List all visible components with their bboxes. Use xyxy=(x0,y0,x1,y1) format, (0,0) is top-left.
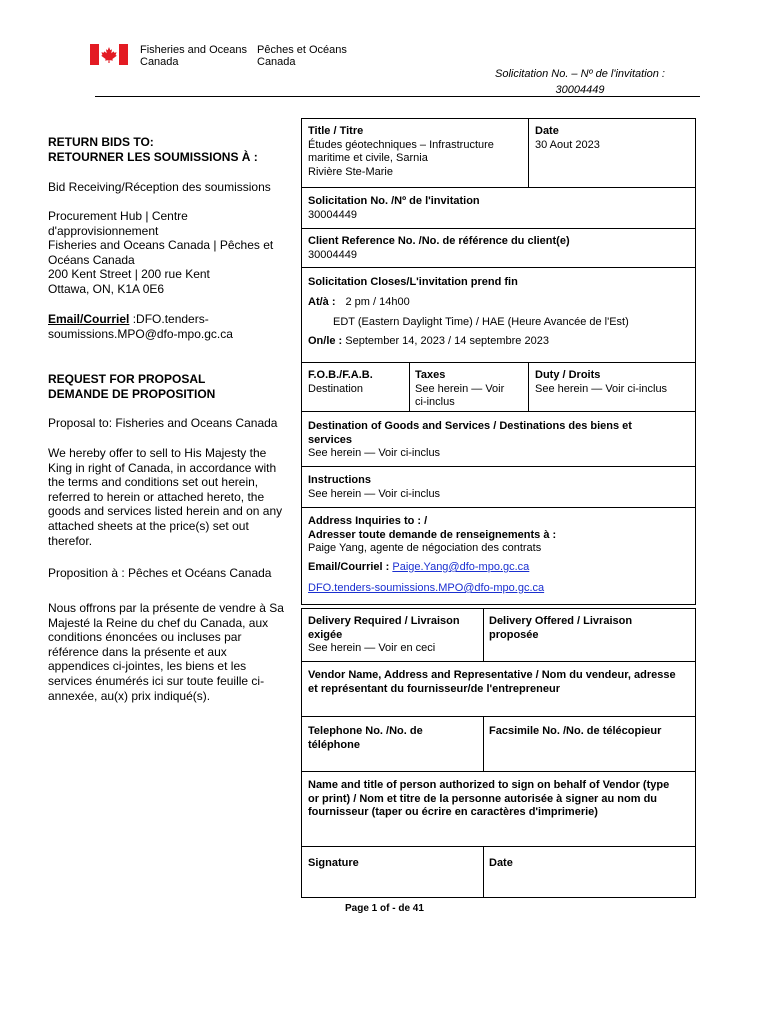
client-ref-field: Client Reference No. /No. de référence du client(e) 30004449 xyxy=(308,235,570,261)
signature-box xyxy=(301,846,696,898)
email-label: Email/Courriel xyxy=(48,312,130,326)
taxes-field: Taxes See herein — Voir ci-inclus xyxy=(415,369,505,408)
proposal-to: Proposal to: Fisheries and Oceans Canada xyxy=(48,416,278,430)
divider xyxy=(528,118,529,188)
closing-time: At/à : 2 pm / 14h00 xyxy=(308,296,410,308)
divider xyxy=(483,846,484,898)
inquiries-field: Address Inquiries to : / Adresser toute demande de renseignements à : Paige Yang, agente de négociation des contrats xyxy=(308,515,557,554)
divider xyxy=(483,716,484,772)
closing-label-text: Solicitation Closes/L'invitation prend fin xyxy=(308,276,518,288)
proposition: Proposition à : Pêches et Océans Canada xyxy=(48,566,272,580)
canada-flag-icon xyxy=(90,44,128,65)
page-number: Page 1 of - de 41 xyxy=(345,903,424,914)
rfp-heading: REQUEST FOR PROPOSAL DEMANDE DE PROPOSITION xyxy=(48,372,216,401)
department-name-en: Fisheries and Oceans Canada xyxy=(140,44,247,68)
tenders-email-link[interactable]: DFO.tenders-soumissions.MPO@dfo-mpo.gc.ca xyxy=(308,582,545,594)
divider xyxy=(483,608,484,662)
divider xyxy=(528,362,529,412)
fob-field: F.O.B./F.A.B. Destination xyxy=(308,369,373,395)
delivery-required-field: Delivery Required / Livraison exigée See herein — Voir en ceci xyxy=(308,615,460,654)
date-field: Date 30 Aout 2023 xyxy=(535,125,600,151)
delivery-offered-field[interactable]: Delivery Offered / Livraison proposée xyxy=(489,615,633,641)
vendor-field-label: Vendor Name, Address and Representative / Nom du vendeur, adresse et représentant du fournisseur/de l'entrepreneur xyxy=(308,669,676,695)
department-name-fr: Pêches et Océans Canada xyxy=(257,44,347,68)
duty-field: Duty / Droits See herein — Voir ci-inclus xyxy=(535,369,668,395)
solicitation-number-header: Solicitation No. – Nº de l'invitation : 30004449 xyxy=(495,68,665,96)
buyer-email-link[interactable]: Paige.Yang@dfo-mpo.gc.ca xyxy=(392,561,530,573)
signature-date-field[interactable]: Date xyxy=(489,857,513,869)
divider xyxy=(409,362,410,412)
destination-field: Destination of Goods and Services / Destinations des biens et services See herein — Voir ci-inclus xyxy=(308,420,632,459)
telephone-field[interactable]: Telephone No. /No. de téléphone xyxy=(308,725,423,751)
offer-text-en: We hereby offer to sell to His Majesty the King in right of Canada, in accordance with the terms and conditions set out herein, referred to herein or attached hereto, the goods and services listed herein and on any attached sheets at the price(s) set out therefor. xyxy=(48,446,283,548)
signature-field[interactable]: Signature xyxy=(308,857,359,869)
closing-timezone: EDT (Eastern Daylight Time) / HAE (Heure Avancée de l'Est) xyxy=(333,316,629,328)
authorized-person-label: Name and title of person authorized to sign on behalf of Vendor (type or print) / Nom et titre de la personne autorisée à signer au nom du fournisseur (taper ou écrire en caractères d'imprimerie) xyxy=(308,779,670,818)
solicitation-field: Solicitation No. /Nº de l'invitation 30004449 xyxy=(308,195,480,221)
offer-text-fr: Nous offrons par la présente de vendre à Sa Majesté la Reine du chef du Canada, aux conditions énoncées ou incluses par référence dans la présente et aux appendices ci-jointes, les biens et les services énumérés ici sur toute feuille ci- annexée, au(x) prix indiqué(s). xyxy=(48,601,284,703)
inquiries-email: Email/Courriel : Paige.Yang@dfo-mpo.gc.ca xyxy=(308,561,530,573)
fax-field[interactable]: Facsimile No. /No. de télécopieur xyxy=(489,725,662,737)
title-field: Title / Titre Études géotechniques – Infrastructure maritime et civile, Sarnia Rivière Ste-Marie xyxy=(308,125,494,178)
return-email-address[interactable]: soumissions.MPO@dfo-mpo.gc.ca xyxy=(48,326,233,341)
closing-date: On/le : September 14, 2023 / 14 septembre 2023 xyxy=(308,335,549,347)
return-email: Email/Courriel :DFO.tenders- soumissions.MPO@dfo-mpo.gc.ca xyxy=(48,312,298,341)
instructions-field: Instructions See herein — Voir ci-inclus xyxy=(308,474,441,500)
header-divider xyxy=(95,96,700,97)
return-address: Procurement Hub | Centre d'approvisionnement Fisheries and Oceans Canada | Pêches et Océans Canada 200 Kent Street | 200 rue Kent Ottawa, ON, K1A 0E6 xyxy=(48,209,274,296)
return-bids-heading: RETURN BIDS TO: RETOURNER LES SOUMISSIONS À : xyxy=(48,135,258,164)
bid-receiving: Bid Receiving/Réception des soumissions xyxy=(48,180,271,194)
